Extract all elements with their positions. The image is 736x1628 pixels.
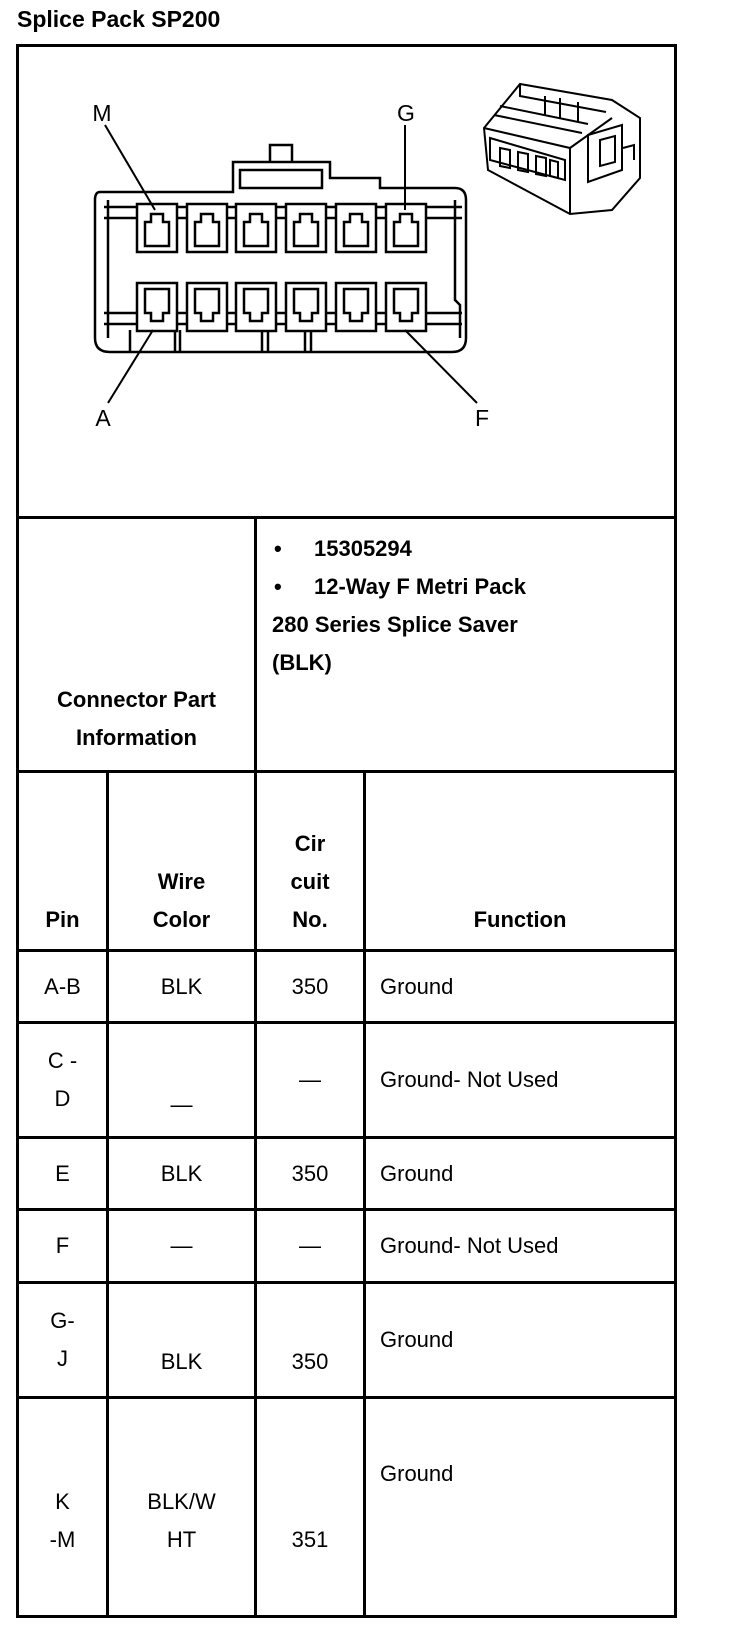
connector-part-info-label: Connector Part Information	[57, 687, 216, 750]
pin-cell: F	[55, 1233, 70, 1258]
pin-label-a: A	[95, 405, 111, 431]
circuit-cell: —	[299, 1067, 321, 1092]
pin-cell: G-	[50, 1308, 75, 1333]
header-wire-color: Wire Color	[152, 869, 211, 932]
header-circuit-no: Cir cuit No.	[290, 831, 330, 932]
function-cell: Ground- Not Used	[380, 1067, 559, 1092]
function-cell: Ground	[380, 1160, 454, 1186]
header-pin: Pin	[45, 907, 80, 932]
pin-cell: D	[54, 1086, 71, 1111]
connector-color: (BLK)	[272, 650, 332, 675]
pin-cell: J	[57, 1346, 68, 1371]
function-cell: Ground	[380, 1461, 454, 1486]
wire-color-cell: HT	[166, 1527, 197, 1552]
connector-3d-illustration	[484, 84, 640, 214]
connector-part-info: • 15305294 • 12-Way F Metri Pack 280 Series Splice Saver (BLK)	[272, 530, 526, 682]
circuit-cell: 350	[291, 1349, 329, 1374]
header-function: Function	[473, 907, 567, 932]
connector-type: 12-Way F Metri Pack	[314, 574, 526, 599]
pin-cell: A-B	[44, 973, 81, 999]
connector-series: 280 Series Splice Saver	[272, 612, 518, 637]
wire-color-cell: BLK	[160, 1160, 203, 1186]
circuit-cell: 351	[291, 1527, 329, 1552]
page-title: Splice Pack SP200	[17, 6, 221, 32]
function-cell: Ground- Not Used	[380, 1233, 559, 1258]
pin-cell: E	[55, 1160, 70, 1186]
pin-label-f: F	[474, 405, 490, 431]
function-cell: Ground	[380, 973, 454, 999]
wire-color-cell: —	[170, 1092, 193, 1117]
pin-cell: K	[55, 1489, 70, 1514]
pin-cell: C -	[47, 1048, 78, 1073]
pin-cell: -M	[49, 1527, 76, 1552]
wire-color-cell: BLK	[160, 973, 203, 999]
connector-diagram	[0, 0, 736, 520]
function-cell: Ground	[380, 1327, 454, 1352]
part-number: 15305294	[314, 536, 412, 561]
circuit-cell: 350	[291, 973, 329, 999]
wire-color-cell: —	[170, 1233, 193, 1258]
circuit-cell: 350	[291, 1160, 329, 1186]
pin-label-g: G	[397, 100, 415, 126]
circuit-cell: —	[299, 1233, 321, 1258]
wire-color-cell: BLK	[160, 1349, 203, 1374]
pin-label-m: M	[92, 100, 112, 126]
wire-color-cell: BLK/W	[147, 1489, 216, 1514]
